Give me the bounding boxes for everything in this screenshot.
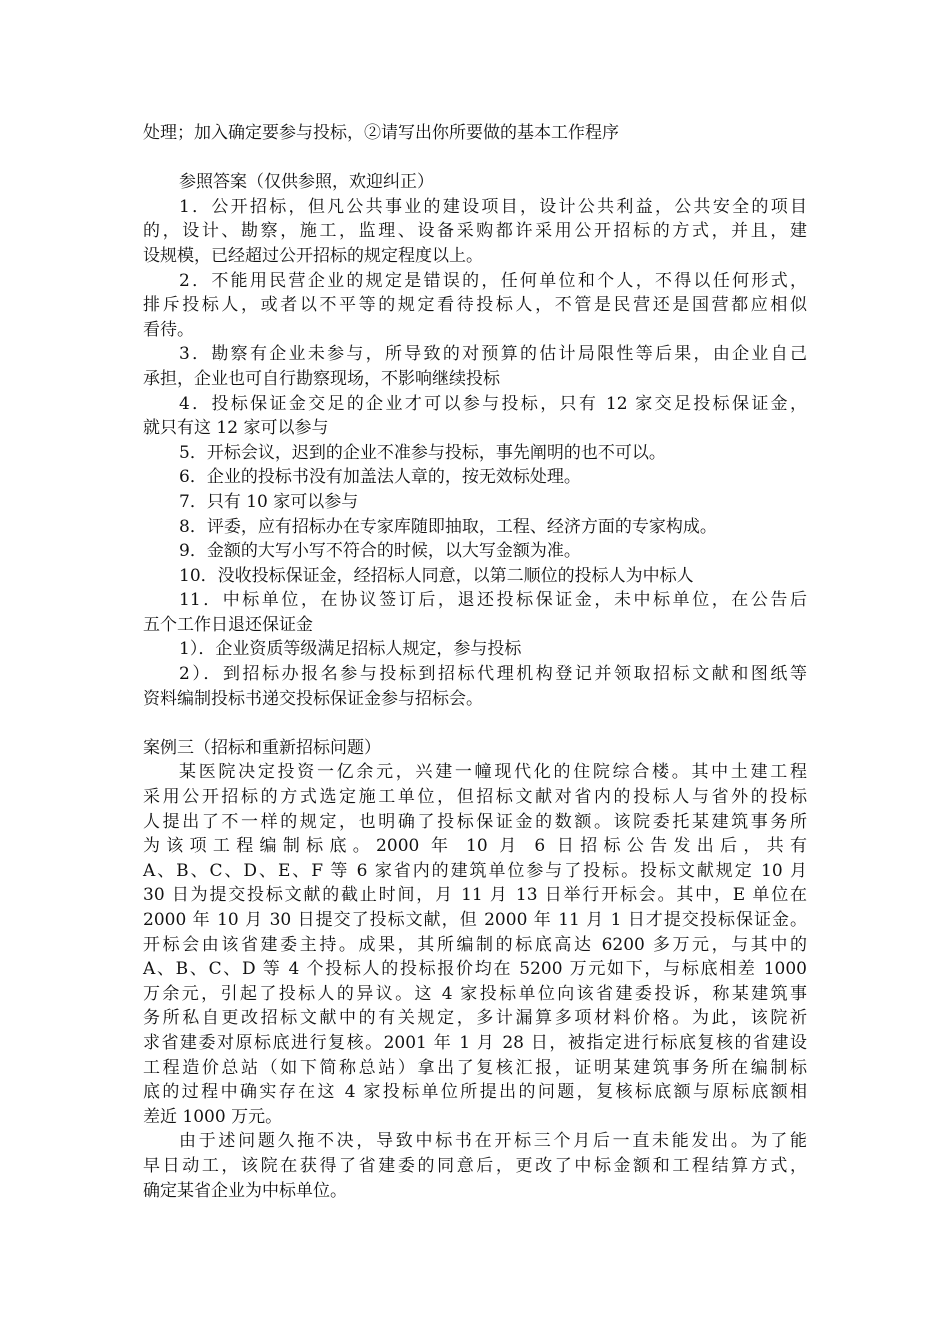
text-line: 2）．到招标办报名参与投标到招标代理机构登记并领取招标文献和图纸等 [179,664,807,685]
text-line: A、B、C、D、E、F 等 6 家省内的建筑单位参与了投标。投标文献规定 10 月 [143,860,807,881]
text-line: 2．不能用民营企业的规定是错误的，任何单位和个人，不得以任何形式， [179,270,807,291]
document-page [143,121,807,1203]
text-line: 3．勘察有企业未参与，所导致的对预算的估计局限性等后果，由企业自己 [179,344,807,365]
text-line: 8．评委，应有招标办在专家库随即抽取，工程、经济方面的专家构成。 [179,516,717,537]
text-line: 排斥投标人，或者以不平等的规定看待投标人，不管是民营还是国营都应相似 [143,295,807,316]
text-line: 由于述问题久拖不决，导致中标书在开标三个月后一直未能发出。为了能 [179,1131,807,1152]
text-line: 早日动工，该院在获得了省建委的同意后，更改了中标金额和工程结算方式， [143,1155,807,1176]
text-line: 案例三（招标和重新招标问题） [143,737,381,758]
text-line: 处理；加入确定要参与投标，②请写出你所要做的基本工作程序 [143,123,619,143]
text-line: 求省建委对原标底进行复核。2001 年 1 月 28 日，被指定进行标底复核的省建设 [143,1032,807,1053]
text-line: 就只有这 12 家可以参与 [143,418,329,439]
text-line: 2000 年 10 月 30 日提交了投标文献，但 2000 年 11 月 1 日才提交投标保证金。 [143,910,807,930]
text-line: 9．金额的大写小写不符合的时候，以大写金额为准。 [179,541,581,562]
blank-line [143,711,807,736]
text-line: 底的过程中确实存在这 4 家投标单位所提出的问题，复核标底额与原标底额相 [143,1082,807,1103]
text-line: 开标会由该省建委主持。成果，其所编制的标底高达 6200 多万元，与其中的 [143,934,807,955]
text-line: 务所私自更改招标文献中的有关规定，多计漏算多项材料价格。为此，该院祈 [143,1008,807,1029]
text-line: 4．投标保证金交足的企业才可以参与投标，只有 12 家交足投标保证金， [179,393,807,414]
text-line: 差近 1000 万元。 [143,1106,283,1127]
text-line: A、B、C、D 等 4 个投标人的投标报价均在 5200 万元如下，与标底相差 1000 [143,959,807,980]
text-line: 30 日为提交投标文献的截止时间，月 11 月 13 日举行开标会。其中，E 单位在 [143,885,807,906]
text-line: 10．没收投标保证金，经招标人同意，以第二顺位的投标人为中标人 [179,565,694,586]
text-line: 1．公开招标，但凡公共事业的建设项目，设计公共利益，公共安全的项目 [179,196,807,217]
text-line: 参照答案（仅供参照，欢迎纠正） [179,172,434,193]
text-line: 某医院决定投资一亿余元，兴建一幢现代化的住院综合楼。其中土建工程 [179,762,807,783]
text-line: 万余元，引起了投标人的异议。这 4 家投标单位向该省建委投诉，称某建筑事 [143,983,807,1004]
text-line: 五个工作日退还保证金 [143,614,313,635]
text-line: 设规模，已经超过公开招标的规定程度以上。 [143,245,483,266]
text-line: 的，设计、勘察，施工，监理、设备采购都许采用公开招标的方式，并且，建 [143,221,807,242]
text-line: 11．中标单位，在协议签订后，退还投标保证金，未中标单位，在公告后 [179,590,807,611]
text-line: 人提出了不一样的规定，也明确了投标保证金的数额。该院委托某建筑事务所 [143,811,807,832]
text-line: 确定某省企业为中标单位。 [143,1180,347,1201]
text-line: 承担，企业也可自行勘察现场，不影响继续投标 [143,368,500,389]
blank-line [143,146,807,171]
text-line: 看待。 [143,319,194,340]
text-line: 采用公开招标的方式选定施工单位，但招标文献对省内的投标人与省外的投标 [143,787,807,808]
text-line: 工程造价总站（如下简称总站）拿出了复核汇报，证明某建筑事务所在编制标 [143,1057,807,1078]
text-line: 资料编制投标书递交投标保证金参与招标会。 [143,688,483,709]
text-line: 7．只有 10 家可以参与 [179,491,359,512]
text-line: 1）．企业资质等级满足招标人规定，参与投标 [179,639,522,660]
text-line: 6．企业的投标书没有加盖法人章的，按无效标处理。 [179,467,581,488]
text-line: 5．开标会议，迟到的企业不准参与投标，事先阐明的也不可以。 [179,442,666,463]
text-line: 为该项工程编制标底。2000 年 10 月 6 日招标公告发出后，共有 [143,836,807,857]
